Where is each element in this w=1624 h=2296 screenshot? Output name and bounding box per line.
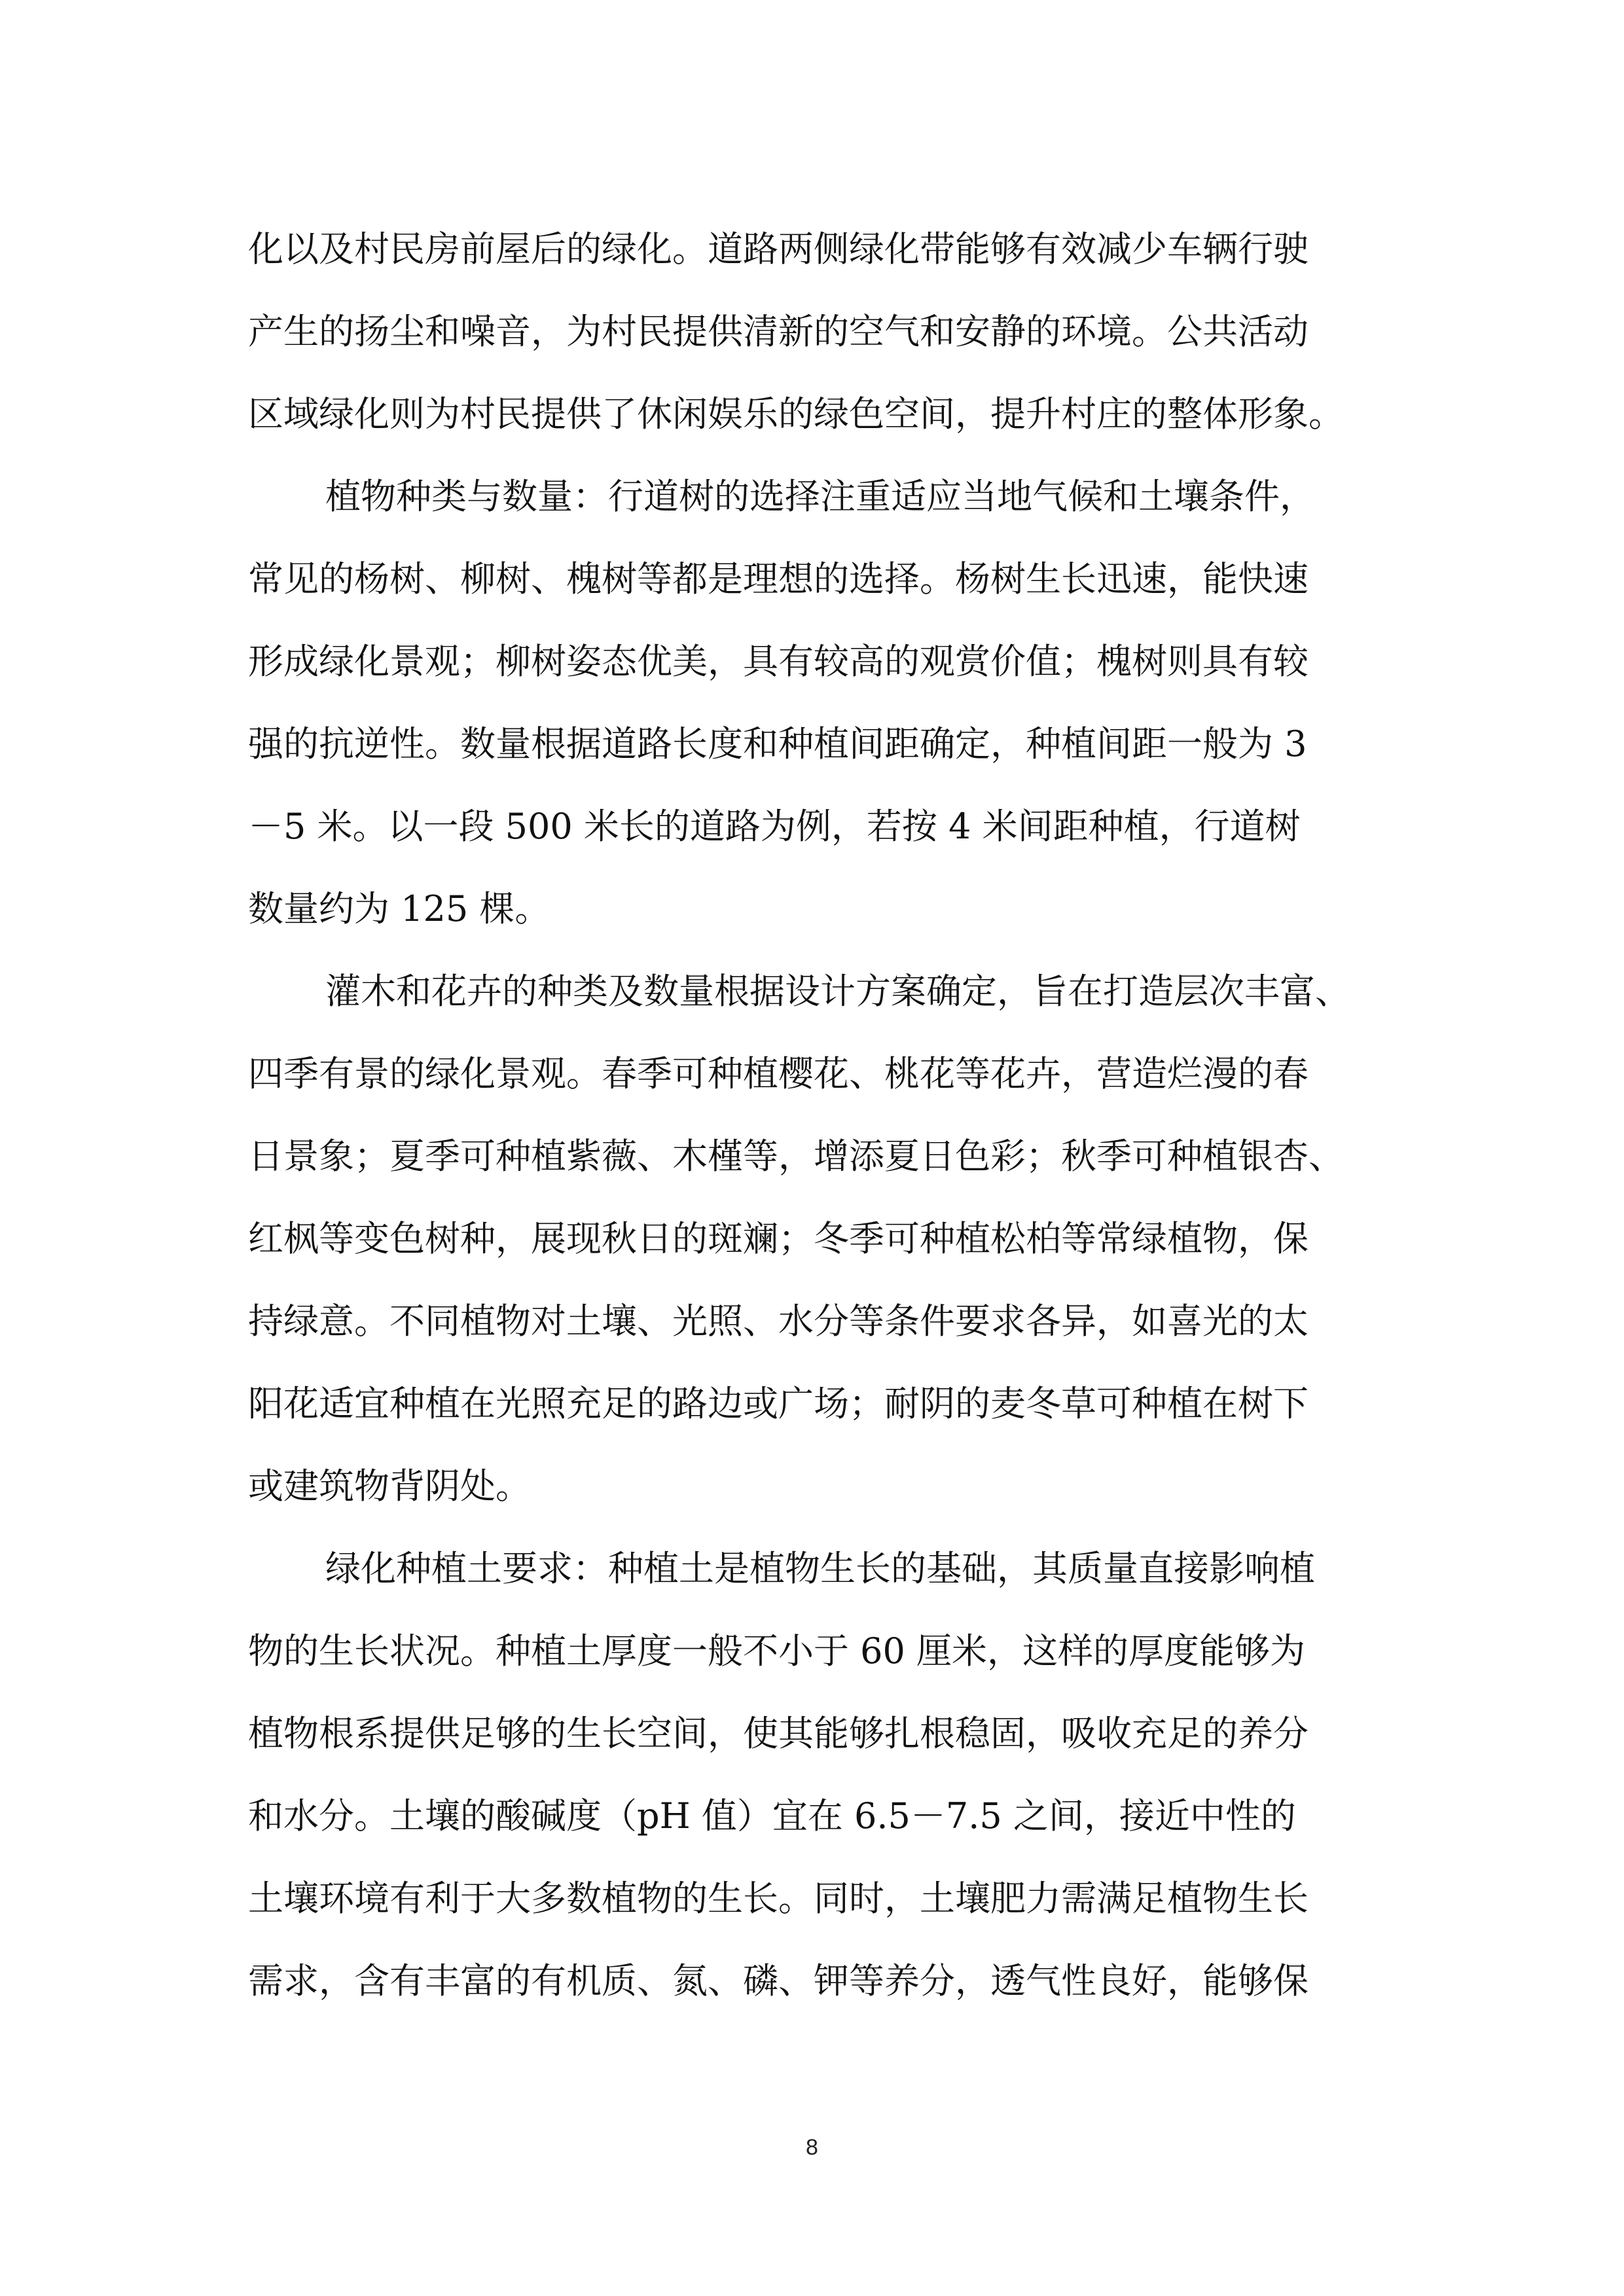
text-line: 形成绿化景观；柳树姿态优美，具有较高的观赏价值；槐树则具有较	[248, 641, 1308, 682]
body-text	[248, 208, 1390, 2022]
text-line: 阳花适宜种植在光照充足的路边或广场；耐阴的麦冬草可种植在树下	[248, 1383, 1308, 1424]
text-line: 常见的杨树、柳树、槐树等都是理想的选择。杨树生长迅速，能快速	[248, 558, 1308, 600]
text-line: 物的生长状况。种植土厚度一般不小于 60 厘米，这样的厚度能够为	[248, 1630, 1306, 1672]
text-line: 植物根系提供足够的生长空间，使其能够扎根稳固，吸收充足的养分	[248, 1713, 1308, 1754]
text-line: 红枫等变色树种，展现秋日的斑斓；冬季可种植松柏等常绿植物，保	[248, 1218, 1308, 1259]
paragraph-first-line: 灌木和花卉的种类及数量根据设计方案确定，旨在打造层次丰富、	[325, 971, 1350, 1012]
text-line: 或建筑物背阴处。	[248, 1465, 531, 1507]
text-line: 日景象；夏季可种植紫薇、木槿等，增添夏日色彩；秋季可种植银杏、	[248, 1136, 1344, 1177]
text-line: 化以及村民房前屋后的绿化。道路两侧绿化带能够有效减少车辆行驶	[248, 228, 1308, 270]
text-line: 四季有景的绿化景观。春季可种植樱花、桃花等花卉，营造烂漫的春	[248, 1053, 1308, 1094]
text-line: 强的抗逆性。数量根据道路长度和种植间距确定，种植间距一般为 3	[248, 723, 1307, 764]
text-line: 土壤环境有利于大多数植物的生长。同时，土壤肥力需满足植物生长	[248, 1878, 1308, 1919]
text-line: 需求，含有丰富的有机质、氮、磷、钾等养分，透气性良好，能够保	[248, 1960, 1308, 2001]
page-number: 8	[806, 2135, 818, 2160]
text-line: 区域绿化则为村民提供了休闲娱乐的绿色空间，提升村庄的整体形象。	[248, 393, 1344, 435]
text-line: －5 米。以一段 500 米长的道路为例，若按 4 米间距种植，行道树	[248, 806, 1301, 847]
text-line: 持绿意。不同植物对土壤、光照、水分等条件要求各异，如喜光的太	[248, 1300, 1308, 1342]
paragraph-first-line: 绿化种植土要求：种植土是植物生长的基础，其质量直接影响植	[325, 1548, 1315, 1589]
text-line: 产生的扬尘和噪音，为村民提供清新的空气和安静的环境。公共活动	[248, 311, 1308, 352]
text-line: 和水分。土壤的酸碱度（pH 值）宜在 6.5－7.5 之间，接近中性的	[248, 1795, 1296, 1837]
paragraph-first-line: 植物种类与数量：行道树的选择注重适应当地气候和土壤条件，	[325, 476, 1315, 517]
text-line: 数量约为 125 棵。	[248, 888, 550, 929]
